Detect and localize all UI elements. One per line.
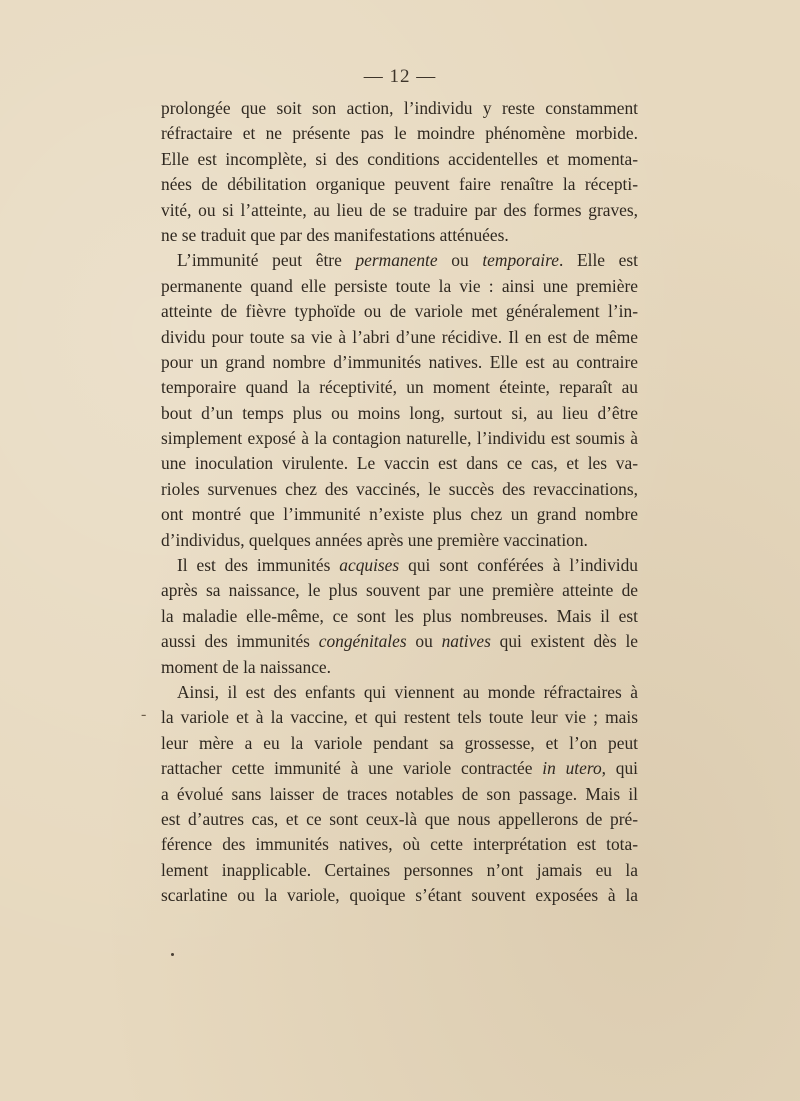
text-line: rioles survenues chez des vaccinés, le succès des revaccinations, [161, 478, 638, 499]
text-line [161, 248, 638, 273]
text-line: ne se traduit que par des manifestations atténuées. [161, 224, 509, 245]
text-line [161, 629, 638, 654]
text-line: est d’autres cas, et ce sont ceux-là que nous appellerons de pré- [161, 808, 638, 829]
page-number: — 12 — [363, 66, 437, 87]
italic-term: natives [441, 631, 491, 652]
text-line: dividu pour toute sa vie à l’abri d’une récidive. Il en est de même [161, 326, 638, 347]
italic-term: in utero [542, 758, 602, 779]
text-line: pour un grand nombre d’immunités natives. Elle est au contraire [161, 351, 638, 372]
text-line: vité, ou si l’atteinte, au lieu de se traduire par des formes graves, [161, 199, 638, 220]
text-fragment: aussi des immunités [161, 631, 319, 652]
text-line: prolongée que soit son action, l’individu y reste constamment [161, 98, 638, 118]
text-line [161, 553, 638, 578]
text-fragment: , qui [601, 758, 638, 779]
italic-term: congénitales [318, 631, 407, 652]
text-line: nées de débilitation organique peuvent faire renaître la récepti- [161, 174, 638, 195]
text-fragment: Il est des immunités [177, 555, 340, 576]
text-line: réfractaire et ne présente pas le moindre phénomène morbide. [161, 123, 638, 144]
text-line: la variole et à la vaccine, et qui restent tels toute leur vie ; mais [161, 707, 638, 728]
text-line: simplement exposé à la contagion naturelle, l’individu est soumis à [161, 428, 638, 449]
text-line: scarlatine ou la variole, quoique s’étant souvent exposées à la [161, 885, 638, 906]
text-line: a évolué sans laisser de traces notables de son passage. Mais il [161, 783, 638, 804]
text-line: atteinte de fièvre typhoïde ou de variole met généralement l’in- [161, 301, 638, 322]
text-line: une inoculation virulente. Le vaccin est dans ce cas, et les va- [161, 453, 638, 474]
margin-mark: - [141, 706, 147, 723]
text-line: Elle est incomplète, si des conditions accidentelles et momenta- [161, 148, 638, 169]
ink-speck [171, 953, 174, 956]
text-line: Ainsi, il est des enfants qui viennent au monde réfractaires à [177, 681, 638, 702]
text-line: après sa naissance, le plus souvent par une première atteinte de [161, 580, 638, 601]
text-fragment: L’immunité peut être [177, 250, 356, 271]
text-line: la maladie elle-même, ce sont les plus nombreuses. Mais il est [161, 605, 638, 626]
italic-term: acquises [339, 555, 400, 576]
text-line: férence des immunités natives, où cette interprétation est tota- [161, 834, 638, 855]
text-fragment: ou [406, 631, 442, 652]
text-fragment: qui sont conférées à l’individu [399, 555, 638, 576]
italic-term: permanente [355, 250, 438, 271]
body-text [161, 96, 638, 909]
text-line: lement inapplicable. Certaines personnes n’ont jamais eu la [161, 859, 638, 880]
text-line: d’individus, quelques années après une première vaccination. [161, 529, 588, 550]
text-line: permanente quand elle persiste toute la vie : ainsi une première [161, 275, 638, 296]
text-line: moment de la naissance. [161, 656, 331, 677]
text-fragment: rattacher cette immunité à une variole contractée [161, 758, 543, 779]
text-line [161, 756, 638, 781]
text-line: ont montré que l’immunité n’existe plus chez un grand nombre [161, 504, 638, 525]
text-line: bout d’un temps plus ou moins long, surtout si, au lieu d’être [161, 402, 638, 423]
text-fragment: qui existent dès le [490, 631, 638, 652]
text-fragment: ou [437, 250, 483, 271]
text-line: leur mère a eu la variole pendant sa grossesse, et l’on peut [161, 732, 638, 753]
italic-term: temporaire [482, 250, 559, 271]
text-fragment: . Elle est [558, 250, 638, 271]
text-line: temporaire quand la réceptivité, un moment éteinte, reparaît au [161, 377, 638, 398]
